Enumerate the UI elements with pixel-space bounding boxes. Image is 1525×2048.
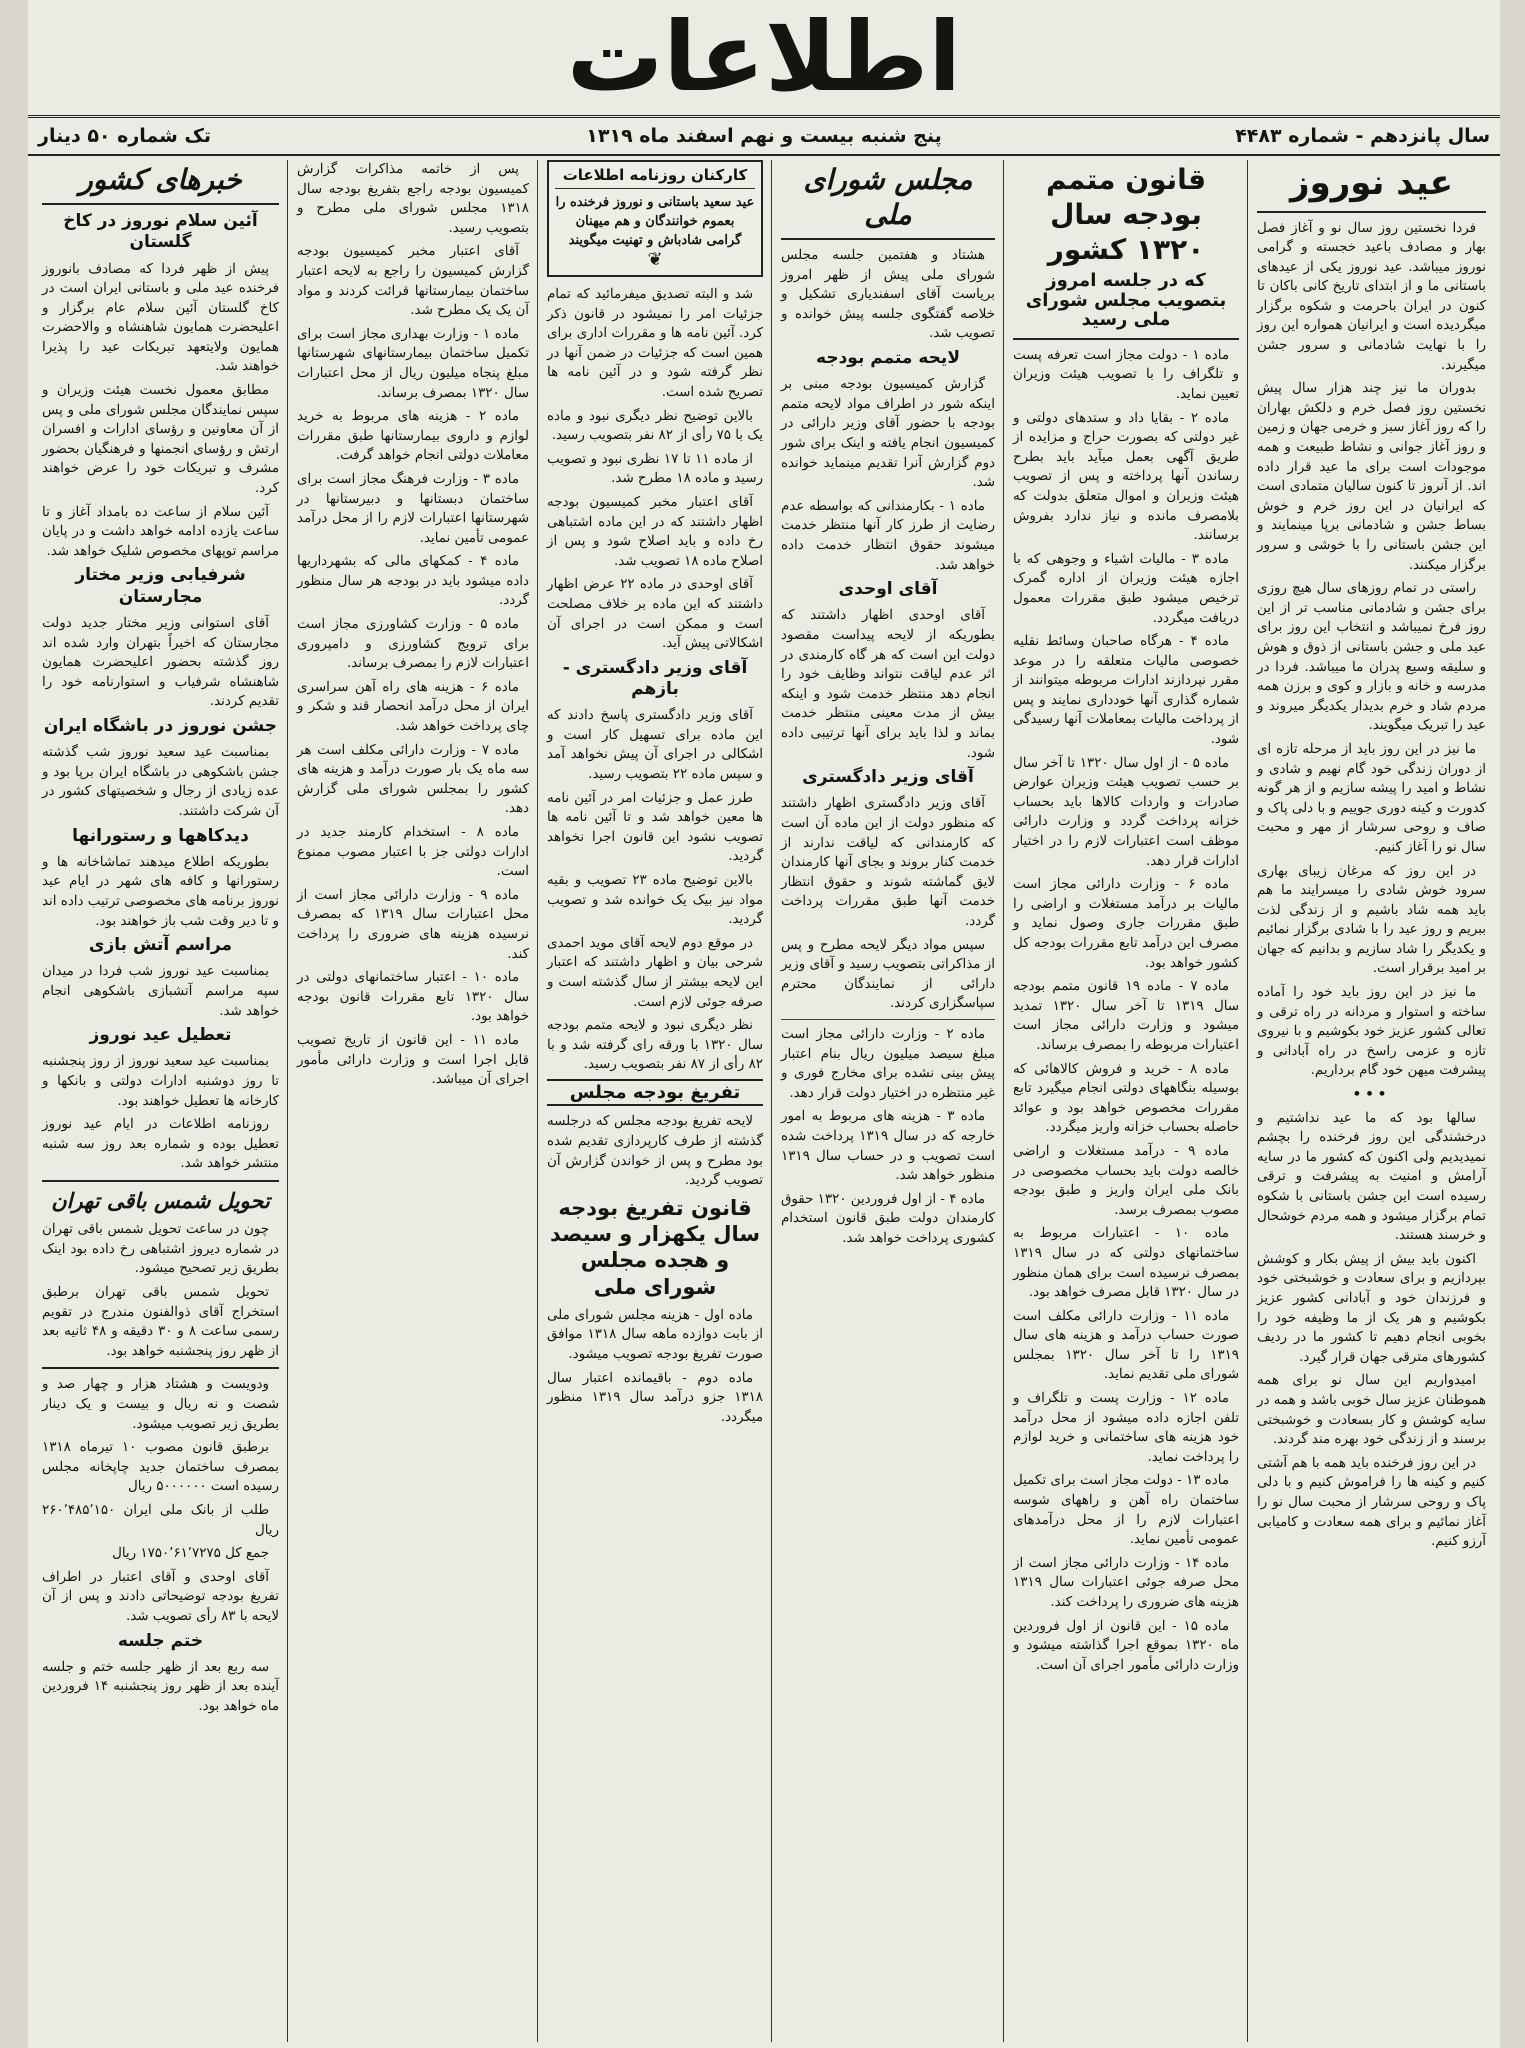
news-paragraph: ودویست و هشتاد هزار و چهار صد و شصت و نه ریال و بیست و یک دینار بطریق زیر تصویب میشود.: [42, 1377, 279, 1432]
article-paragraph: فردا نخستین روز سال نو و آغاز فصل بهار و مصادف باعید خجسته و گرامی نوروز میباشد. عید نوروز یکی از عیدهای باستانی ما و از ابتدای تاریخ کانی باکان تا کنون در ایران باحرمت و شکوه برگزار میگردیده است و ایرانیان همواره این روز را با نهایت شادمانی و سرور جشن میگیرند.: [1257, 220, 1486, 373]
budget-law-subtitle: که در جلسه امروز بتصویب مجلس شورای ملی رسید: [1025, 270, 1227, 331]
column-notice: [539, 160, 771, 2042]
law-article: ماده ۴ - هرگاه صاحبان وسائط نقلیه خصوصی مالیات متعلقه را در موعد مقرر نپردازند ادارات مربوطه میتوانند از شماره گذاری آنها خودداری نمایند و پس از پرداخت مالیات بمعاملات آنها رسیدگی شود.: [1013, 634, 1239, 748]
news-heading: تحویل شمس باقی تهران: [51, 1188, 270, 1213]
divider: [1257, 211, 1486, 213]
news-paragraph: بمناسبت عید سعید نوروز شب گذشته جشن باشکوهی در باشگاه ایران برپا بود و عده زیادی از رجال و شخصیتهای کشور در آن شرکت داشتند.: [42, 745, 279, 819]
greeting-notice: [547, 160, 763, 277]
article-paragraph: لایحه تفریغ بودجه مجلس که درجلسه گذشته از طرف کارپردازی تقدیم شده بود مطرح و پس از خواندن گزارش آن تصویب گردید.: [547, 1114, 763, 1189]
article-paragraph: آقای اوحدی در ماده ۲۲ عرض اظهار داشتند که این ماده بر خلاف مصلحت است و ممکن است در اجرای آن اشکالاتی پیش آید.: [547, 577, 763, 652]
law-article: ماده ۵ - از اول سال ۱۳۲۰ تا آخر سال بر حسب تصویب هیئت وزیران عوارض صادرات و واردات کالاها باید بحساب خزانه پرداخت گردد و وزارت دارائی موظف است اعتبارات لازم را در اختیار ادارات قرار دهد.: [1013, 755, 1239, 869]
law-article: ماده ۲ - هزینه های مربوط به خرید لوازم و داروی بیمارستانها طبق مقررات معاملات دولتی انجام خواهد گرفت.: [297, 409, 529, 464]
news-heading: تعطیل عید نوروز: [89, 1025, 232, 1046]
article-paragraph: ماده ۴ - از اول فروردین ۱۳۲۰ حقوق کارمندان دولت طبق قانون استخدام کشوری پرداخت خواهد شد.: [781, 1191, 995, 1246]
news-paragraph: تحویل شمس باقی تهران برطبق استخراج آقای ذوالفنون مندرج در تقویم رسمی ساعت ۸ و ۳۰ دقیقه و ۴۸ ثانیه بعد از ظهر روز پنجشنبه خواهد بود.: [42, 1285, 279, 1359]
law-title: قانون تفریغ بودجه سال یکهزار و سیصد و هجده مجلس شورای ملی: [549, 1195, 761, 1299]
news-paragraph: بطوریکه اطلاع میدهند تماشاخانه ها و رستورانها و کافه های شهر در ایام عید نوروز برنامه های مخصوصی ترتیب داده اند و تا دیر وقت شب باز خواهند بود.: [42, 854, 279, 929]
article-paragraph: اکنون باید بیش از پیش بکار و کوشش بپردازیم و برای سعادت و خوشبختی خود و فرزندان خود و آبادانی کشور عزیز بکوشیم و هر یک از ما وظیفه خود را بخوبی انجام دهیم تا کشور ما در ردیف کشورهای مترقی جهان قرار گیرد.: [1257, 1251, 1486, 1365]
news-heading: جشن نوروز در باشگاه ایران: [43, 715, 278, 736]
column-continuation: [289, 160, 537, 2042]
law-article: ماده ۸ - استخدام کارمند جدید در ادارات دولتی جز با اعتبار مصوب ممنوع است.: [297, 825, 529, 880]
law-article: ماده ۸ - خرید و فروش کالاهائی که بوسیله بنگاههای دولتی انجام میگیرد تابع مقررات مخصوص خواهد بود و عوائد حاصله بحساب خزانه واریز میگردد.: [1013, 1061, 1239, 1136]
article-paragraph: ما نیز در این روز باید خود را آماده ساخته و استوار و مردانه در راه ترقی و تعالی کشور عزیز خود بکوشیم و با نیروی تازه و عزمی راسخ در راه آبادانی و پیشرفت میهن خود گام برداریم.: [1257, 985, 1486, 1079]
national-news-title: خبرهای کشور: [79, 163, 242, 196]
column-rule: [537, 160, 538, 2042]
news-heading: ختم جلسه: [117, 1630, 204, 1651]
column-budget-law: [1005, 160, 1247, 2042]
law-article: ماده ۵ - وزارت کشاورزی مجاز است برای ترویج کشاورزی و دامپروری اعتبارات لازم را بمصرف برساند.: [297, 617, 529, 672]
law-article: ماده ۱۴ - وزارت دارائی مجاز است از محل صرفه جوئی اعتبارات سال ۱۳۱۹ هزینه های ضروری را پرداخت کند.: [1013, 1555, 1239, 1610]
news-paragraph: آئین سلام از ساعت ده بامداد آغاز و تا ساعت یازده ادامه خواهد داشت و در پایان مراسم توپهای مخصوص شلیک خواهد شد.: [42, 504, 279, 559]
article-paragraph: امیدواریم این سال نو برای همه هموطنان عزیز سال خوبی باشد و همه در سایه کوشش و کار بسعادت و خوشبختی برسند و از زندگی خود بهره مند گردند.: [1257, 1373, 1486, 1448]
ornament-icon: ❦: [647, 249, 663, 270]
law-article: ماده ۱۱ - وزارت دارائی مکلف است صورت حساب درآمد و هزینه های سال ۱۳۱۹ را تا آخر سال ۱۳۲۰ بمجلس شورای ملی تقدیم نماید.: [1013, 1308, 1239, 1383]
law-article: ماده ۹ - وزارت دارائی مجاز است از محل اعتبارات سال ۱۳۱۹ که بمصرف نرسیده هزینه های ضروری را پرداخت کند.: [297, 887, 529, 962]
law-article: ماده ۱۳ - دولت مجاز است برای تکمیل ساختمان راه آهن و راههای شوسه اعتبارات لازم را از محل درآمدهای عمومی تأمین نماید.: [1013, 1473, 1239, 1548]
news-paragraph: سه ربع بعد از ظهر جلسه ختم و جلسه آینده بعد از ظهر روز پنجشنبه ۱۴ فروردین ماه خواهد بود.: [42, 1659, 279, 1714]
article-paragraph: آقای اعتبار مخبر کمیسیون بودجه گزارش کمیسیون را راجع به لایحه اعتبار ساختمان بیمارستانها قرائت کردند و مواد آن یک یک مطرح شد.: [297, 244, 529, 319]
article-paragraph: ما نیز در این روز باید از مرحله تازه ای از دوران زندگی خود گام نهیم و شادی و نشاط و امید را پیشه سازیم و از هر گونه کدورت و کینه دوری جوییم و با دلی پاک و صاف و روحی سرشار از مهر و محبت سال نو را آغاز کنیم.: [1257, 741, 1486, 855]
news-paragraph: برطبق قانون مصوب ۱۰ تیرماه ۱۳۱۸ بمصرف ساختمان جدید چاپخانه مجلس رسیده است ۵۰۰۰۰۰۰ ریال: [42, 1440, 279, 1495]
law-article: ماده ۱ - دولت مجاز است تعرفه پست و تلگراف را با تصویب هیئت وزیران تعیین نماید.: [1013, 347, 1239, 402]
news-paragraph: پیش از ظهر فردا که مصادف بانوروز فرخنده عید ملی و باستانی ایران است در کاخ گلستان آئین سلام عام برگزار و اعلیحضرت همایون شاهنشاه و والاحضرت همایون ولایتعهد تبریکات عید را پذیرا خواهند شد.: [42, 261, 279, 375]
section-heading: آقای وزیر دادگستری: [802, 767, 974, 788]
news-paragraph: جمع کل ۱۷۵۰٬۶۱٬۷۲۷۵ ریال: [112, 1546, 269, 1562]
masthead: [28, 0, 1500, 118]
law-article: ماده ۱۱ - این قانون از تاریخ تصویب قابل اجرا است و وزارت دارائی مأمور اجرای آن میباشد.: [297, 1032, 529, 1088]
news-heading: دیدکاهها و رستورانها: [72, 825, 249, 846]
news-paragraph: طلب از بانک ملی ایران ۲۶۰٬۴۸۵٬۱۵۰ ریال: [42, 1502, 279, 1538]
article-paragraph: بالاین توضیح ماده ۲۳ تصویب و بقیه مواد نیز بیک یک خوانده شد و تصویب گردید.: [547, 872, 763, 928]
article-paragraph: در این روز که مرغان زیبای بهاری سرود خوش شادی را میسرایند ما هم باید همه شاد باشیم و از زندگی لذت ببریم و روز عید را با شادی برگزار نمائیم و یکدیگر را شاد سازیم و بدانیم که جهان بر امید برقرار است.: [1257, 863, 1486, 977]
article-paragraph: از ماده ۱۱ تا ۱۷ نظری نبود و تصویب رسید و ماده ۱۸ مطرح شد.: [547, 451, 763, 487]
law-article: ماده ۱۵ - این قانون از اول فروردین ماه ۱۳۲۰ بموقع اجرا گذاشته میشود و وزارت دارائی مأمور اجرای آن است.: [1013, 1618, 1239, 1673]
law-article: ماده ۱ - وزارت بهداری مجاز است برای تکمیل ساختمان بیمارستانهای شهرستانها مبلغ پنجاه میلیون ریال از محل اعتبارات سال ۱۳۲۰ بمصرف برساند.: [297, 326, 529, 401]
law-article: ماده ۴ - کمکهای مالی که بشهرداریها داده میشود باید در بودجه هر سال منظور گردد.: [297, 554, 529, 609]
article-paragraph: در موقع دوم لایحه آقای موید احمدی شرحی بیان و اظهار داشتند که اعتبار این لایحه بیشتر از سال گذشته است و صرفه جوئی لازم است.: [547, 935, 763, 1010]
article-paragraph: آقای وزیر دادگستری اظهار داشتند که منظور دولت از این ماده آن است که کارمندانی که لیاقت ندارند از خدمت کنار بروند و بجای آنها کارمندان لایق گماشته شوند و حقوق انتظار خدمت آنها طبق مقررات پرداخت گردد.: [781, 796, 995, 929]
volume-number: سال پانزدهم - شماره ۴۴۸۳: [1235, 125, 1490, 147]
law-article: ماده ۱۰ - اعتبارات مربوط به ساختمانهای دولتی که در سال ۱۳۱۹ بمصرف نرسیده است برای همان منظور در سال ۱۳۲۰ قابل مصرف خواهد بود.: [1013, 1226, 1239, 1301]
column-editorial: [1249, 160, 1494, 2042]
dateline: [28, 115, 1500, 156]
article-paragraph: در این روز فرخنده باید همه با هم آشتی کنیم و کینه ها را فراموش کنیم و با دلی پاک و روحی سرشار از محبت سال نو را آغاز نمائیم و برای همه سعادت و کامیابی آرزو کنیم.: [1257, 1455, 1486, 1550]
law-article: ماده ۷ - وزارت دارائی مکلف است هر سه ماه یک بار صورت درآمد و هزینه های کشور را بمجلس شورای ملی گزارش دهد.: [297, 742, 529, 817]
article-paragraph: سالها بود که ما عید نداشتیم و درخشندگی این روز فرخنده را بچشم نمیدیدیم ولی اکنون که کشور ما در سایه آرامش و امنیت به پیشرفت و ترقی رسیده است این جشن باستانی با شکوه تمام برگزار میشود و همه مردم خوشحال و خرسند هستند.: [1257, 1110, 1486, 1244]
news-paragraph: مطابق معمول نخست هیئت وزیران و سپس نمایندگان مجلس شورای ملی و پس از آن معاونین و رؤسای ادارات و افسران ارتش و رؤسای انجمنها و فرهنگیان بحضور مشرف و تبریکات خود را عرض خواهند کرد.: [42, 383, 279, 497]
law-article: ماده ۳ - مالیات اشیاء و وجوهی که با اجازه هیئت وزیران از اداره گمرک ترخیص میشود طبق مقررات معمول دریافت میگردد.: [1013, 551, 1239, 626]
law-article: ماده دوم - باقیمانده اعتبار سال ۱۳۱۸ جزو درآمد سال ۱۳۱۹ منظور میگردد.: [547, 1370, 763, 1425]
news-paragraph: بمناسبت عید سعید نوروز از روز پنجشنبه تا روز دوشنبه ادارات دولتی و بانکها و کارخانه ها تعطیل خواهند بود.: [42, 1054, 279, 1109]
law-article: ماده ۱۲ - وزارت پست و تلگراف و تلفن اجازه داده میشود از محل درآمد خود هزینه های ساختمانی و خرید لوازم را پرداخت نماید.: [1013, 1391, 1239, 1465]
news-paragraph: بمناسبت عید نوروز شب فردا در میدان سپه مراسم آتشبازی باشکوهی انجام خواهد شد.: [42, 964, 279, 1019]
columns: [34, 160, 1494, 2042]
section-box-heading: تفریغ بودجه مجلس: [547, 1079, 763, 1107]
law-article: ماده اول - هزینه مجلس شورای ملی از بابت دوازده ماهه سال ۱۳۱۸ موافق صورت تفریغ بودجه تصویب میشود.: [547, 1307, 763, 1363]
column-rule: [771, 160, 772, 2042]
notice-line: بعموم خوانندگان و هم میهنان: [575, 214, 735, 229]
column-rule: [287, 160, 288, 2042]
article-paragraph: هشتاد و هفتمین جلسه مجلس شورای ملی پیش از ظهر امروز بریاست آقای اسفندیاری تشکیل و خلاصه گفتگوی جلسه پیش خوانده و تصویب شد.: [781, 248, 995, 342]
law-article: ماده ۲ - بقایا داد و ستدهای دولتی و غیر دولتی که بصورت حراج و مزایده از طریق آگهی بعمل میآید باید بطرح رساندن آنها پرداخته و پس از تصویب هیئت وزیران و اموال متعلق بدولت که بلامصرف مانده و نیاز ندارد بفروش برسانند.: [1013, 410, 1239, 544]
article-paragraph: بالاین توضیح نظر دیگری نبود و ماده یک با ۷۵ رأی از ۸۲ نفر بتصویب رسید.: [547, 408, 763, 444]
section-heading: آقای وزیر دادگستری - بازهم: [562, 657, 748, 699]
news-heading: مراسم آتش بازی: [88, 935, 233, 956]
article-paragraph: آقای وزیر دادگستری پاسخ دادند که این ماده برای تسهیل کار است و اشکالی در اجرای آن پیش نخواهد آمد و سپس ماده ۲۲ بتصویب رسید.: [547, 708, 763, 782]
news-heading: آئین سلام نوروز در کاخ گلستان: [63, 211, 258, 253]
budget-law-title: قانون متمم بودجه سال ۱۳۲۰ کشور: [1045, 163, 1207, 266]
law-article: ماده ۶ - وزارت دارائی مجاز است مالیات بر درآمد مستغلات و اراضی را طبق مقررات جاری وصول نماید و مصرف این درآمد تابع مقررات بودجه کل کشور خواهد بود.: [1013, 877, 1239, 971]
law-article: ماده ۳ - وزارت فرهنگ مجاز است برای ساختمان دبستانها و دبیرستانها در شهرستانها اعتبارات لازم را از محل درآمد عمومی تأمین نماید.: [297, 471, 529, 546]
article-paragraph: ماده ۳ - هزینه های مربوط به امور خارجه که در سال ۱۳۱۹ پرداخت شده است تصویب و در حساب سال ۱۳۱۹ منظور خواهد شد.: [781, 1109, 995, 1184]
law-article: ماده ۷ - ماده ۱۹ قانون متمم بودجه سال ۱۳۱۹ تا آخر سال ۱۳۲۰ تمدید میشود و وزارت دارائی مجاز است اعتبارات مربوطه را بمصرف برساند.: [1013, 979, 1239, 1053]
divider: [781, 238, 995, 240]
article-paragraph: راستی در تمام روزهای سال هیچ روزی برای جشن و شادمانی مناسب تر از این روز فرخ نمیباشد و انتخاب این روز برای عید ملی و جشن باستانی از ذوق و هوش و سلیقه وسیع پدران ما میباشد. فردا در مدرسه و خانه و بازار و کوی و برزن همه مردم شاد و خرم بدیدار یکدیگر میروند و عید را تبریک میگویند.: [1257, 581, 1486, 734]
article-paragraph: شد و البته تصدیق میفرمائید که تمام جزئیات امر را نمیشود در قانون ذکر کرد. آئین نامه ها و مقررات اداری برای همین است که جزئیات در ضمن آنها در نظر گرفته شود و در آئین نامه ها تصریح شده است.: [547, 287, 763, 400]
newspaper-logo: اطلاعات: [566, 1, 962, 113]
section-dots: •••: [1352, 1086, 1391, 1103]
news-heading: شرفیابی وزیر مختار مجارستان: [75, 565, 246, 607]
divider: [42, 203, 279, 205]
divider: [42, 1180, 279, 1182]
newspaper-page: [28, 0, 1500, 2048]
parliament-title: مجلس شورای ملی: [803, 163, 973, 231]
article-paragraph: بدوران ما نیز چند هزار سال پیش نخستین روز فصل خرم و دلکش بهاران را که روز آغاز سبز و خرمی جهان و زمین و روز آغاز جوانی و نشاط طبیعت و همه موجودات است برای ما عید قرار داده اند. از آنروز تا کنون سالیان متمادی است که ایرانیان در این روز خرم و خوش بساط جشن و شادمانی برپا مینمایند و این جشن باستانی را با خوشی و سرور برگزار میکنند.: [1257, 381, 1486, 573]
divider: [1013, 338, 1239, 340]
column-rule: [1003, 160, 1004, 2042]
article-paragraph: آقای اعتبار مخبر کمیسیون بودجه اظهار داشتند که در این ماده اشتباهی رخ داده و باید اصلاح شود و پس از اصلاح ماده ۱۸ تصویب شد.: [547, 494, 763, 569]
notice-title: کارکنان روزنامه اطلاعات: [555, 166, 755, 189]
column-parliament: [773, 160, 1003, 2042]
divider: [781, 1019, 995, 1020]
article-paragraph: ماده ۲ - وزارت دارائی مجاز است مبلغ سیصد میلیون ریال بنام اعتبار پیش بینی نشده برای مخارج فوری و غیر منتظره در اختیار دولت قرار دهد.: [781, 1026, 995, 1101]
divider: [42, 1367, 279, 1369]
law-article: ماده ۱۰ - اعتبار ساختمانهای دولتی در سال ۱۳۲۰ تابع مقررات قانون بودجه خواهد بود.: [297, 970, 529, 1025]
article-paragraph: طرز عمل و جزئیات امر در آئین نامه ها معین خواهد شد و تا آئین نامه ها تصویب نشود این قانون اجرا نخواهد گردید.: [547, 790, 763, 865]
law-article: ماده ۹ - درآمد مستغلات و اراضی خالصه دولت باید بحساب مخصوصی در بانک ملی ایران واریز و طبق بودجه مصوب بمصرف برسد.: [1013, 1143, 1239, 1218]
column-national-news: [34, 160, 287, 2042]
editorial-title: عید نوروز: [1290, 163, 1453, 203]
news-paragraph: روزنامه اطلاعات در ایام عید نوروز تعطیل بوده و شماره بعد روز سه شنبه منتشر خواهد شد.: [42, 1117, 279, 1172]
law-article: ماده ۶ - هزینه های راه آهن سراسری ایران از محل درآمد انحصار قند و شکر و چای پرداخت خواهد شد.: [297, 679, 529, 735]
article-paragraph: پس از خاتمه مذاکرات گزارش کمیسیون بودجه راجع بتفریغ بودجه سال ۱۳۱۸ مجلس شورای ملی مطرح و بتصویب رسید.: [297, 162, 529, 236]
news-paragraph: چون در ساعت تحویل شمس باقی تهران در شماره دیروز اشتباهی رخ داده بود اینک بطریق زیر تصحیح میشود.: [42, 1222, 279, 1277]
notice-line: عید سعید باستانی و نوروز فرخنده را: [555, 195, 755, 210]
article-paragraph: ماده ۱ - بکارمندانی که بواسطه عدم رضایت از طرز کار آنها منتظر خدمت میشوند حقوق انتظار خدمت داده خواهد شد.: [781, 498, 995, 573]
section-heading: آقای اوحدی: [838, 579, 938, 600]
news-paragraph: آقای استوانی وزیر مختار جدید دولت مجارستان که اخیراً بتهران وارد شده اند روز گذشته بحضور اعلیحضرت همایون شاهنشاه شرفیاب و استوارنامه خود را تقدیم کردند.: [42, 615, 279, 710]
notice-line: گرامی شادباش و تهنیت میگویند: [568, 233, 742, 248]
article-paragraph: نظر دیگری نبود و لایحه متمم بودجه سال ۱۳۲۰ با ورقه رای گرفته شد و با ۸۲ رأی از ۸۷ نفر بتصویب رسید.: [547, 1018, 763, 1073]
column-rule: [1247, 160, 1248, 2042]
article-paragraph: آقای اوحدی اظهار داشتند که بطوریکه از لایحه پیداست مقصود دولت این است که هر گاه کارمندی در اثر عدم لیاقت نتواند وظایف خود را انجام دهد منتظر خدمت شود و اینکه بیش از مدت معینی منتظر خدمت بماند و لذا باید برای آنها ترتیبی داده شود.: [781, 608, 995, 761]
section-heading: لایحه متمم بودجه: [816, 347, 960, 368]
issue-date: پنج شنبه بیست و نهم اسفند ماه ۱۳۱۹: [586, 125, 942, 147]
article-paragraph: گزارش کمیسیون بودجه مبنی بر اینکه شور در اطراف مواد لایحه متمم بودجه با حضور آقای وزیر دارائی در کمیسیون انجام یافته و اینک برای شور دوم گزارش آنرا تقدیم مینماید خوانده شد.: [781, 377, 995, 491]
news-paragraph: آقای اوحدی و آقای اعتبار در اطراف تفریغ بودجه توضیحاتی دادند و پس از آن لایحه با ۸۳ رأی تصویب شد.: [42, 1569, 279, 1624]
issue-price: تک شماره ۵۰ دینار: [38, 125, 212, 147]
article-paragraph: سپس مواد دیگر لایحه مطرح و پس از مذاکراتی بتصویب رسید و آقای وزیر دارائی از نمایندگان محترم سپاسگزاری کردند.: [781, 937, 995, 1012]
